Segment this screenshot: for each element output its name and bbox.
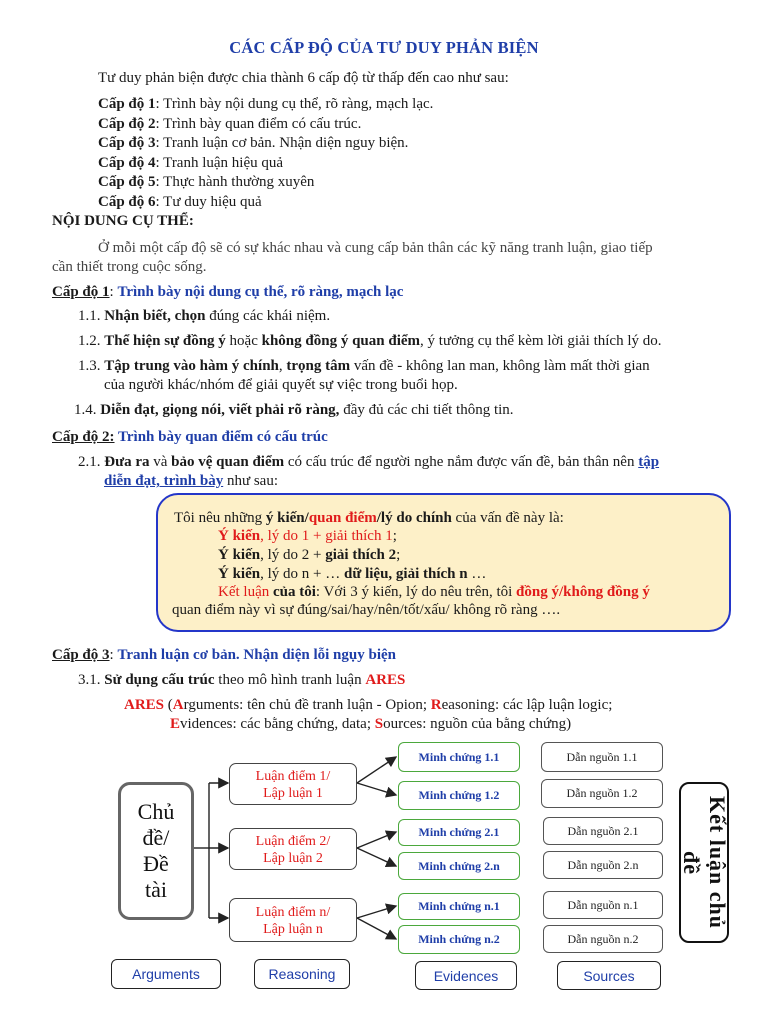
source-box: Dẫn nguồn n.1 [543,891,663,919]
source-box: Dẫn nguồn 1.2 [541,779,663,808]
source-box: Dẫn nguồn 2.1 [543,817,663,845]
section-paragraph-cont: cần thiết trong cuộc sống. [52,259,207,275]
level-item: Cấp độ 5: Thực hành thường xuyên [98,174,315,190]
conclusion-box: Kết luận chủ đề [679,782,729,943]
evidence-box: Minh chứng n.2 [398,925,520,954]
level3-item: 3.1. Sử dụng cấu trúc theo mô hình tranh luận ARES [78,672,406,688]
level1-item-cont: của người khác/nhóm để giải quyết sự việc trong buổi họp. [104,377,458,393]
level3-heading: Cấp độ 3: Tranh luận cơ bản. Nhận diện lỗi ngụy biện [52,647,396,663]
level-item: Cấp độ 1: Trình bày nội dung cụ thể, rõ ràng, mạch lạc. [98,96,434,112]
level1-heading: Cấp độ 1: Trình bày nội dung cụ thể, rõ ràng, mạch lạc [52,284,404,300]
evidence-box: Minh chứng 1.2 [398,781,520,810]
callout-line: Ý kiến, lý do n + … dữ liệu, giải thích n … [218,566,487,582]
argument-box: Luận điểm n/ Lập luận n [229,898,357,942]
level2-item-cont: diễn đạt, trình bày như sau: [104,473,278,489]
level1-item: 1.4. Diễn đạt, giọng nói, viết phải rõ ràng, đầy đủ các chi tiết thông tin. [74,402,514,418]
evidence-box: Minh chứng 1.1 [398,742,520,772]
section-paragraph: Ở mỗi một cấp độ sẽ có sự khác nhau và cung cấp bản thân các kỹ năng tranh luận, giao tiếp [98,240,653,256]
level1-item: 1.3. Tập trung vào hàm ý chính, trọng tâm vấn đề - không lan man, không làm mất thời gian [78,358,650,374]
level1-item: 1.1. Nhận biết, chọn đúng các khái niệm. [78,308,331,324]
callout-line: Kết luận của tôi: Với 3 ý kiến, lý do nêu trên, tôi đồng ý/không đồng ý [218,584,650,600]
section-heading: NỘI DUNG CỤ THỂ: [52,213,194,229]
level-item: Cấp độ 6: Tư duy hiệu quả [98,194,262,210]
page-title: CÁC CẤP ĐỘ CỦA TƯ DUY PHẢN BIỆN [229,38,539,57]
callout-line: Tôi nêu những ý kiến/quan điểm/lý do chính của vấn đề này là: [174,510,564,526]
argument-box: Luận điểm 2/ Lập luận 2 [229,828,357,870]
label-arguments: Arguments [111,959,221,989]
evidence-box: Minh chứng 2.1 [398,819,520,846]
label-evidences: Evidences [415,961,517,990]
source-box: Dẫn nguồn 2.n [543,851,663,879]
ares-definition-cont: Evidences: các bằng chứng, data; Sources: nguồn của bằng chứng) [170,716,572,732]
highlight-link: diễn đạt, trình bày [104,473,224,489]
intro-text: Tư duy phản biện được chia thành 6 cấp độ từ thấp đến cao như sau: [98,70,509,86]
label-reasoning: Reasoning [254,959,350,989]
level-item: Cấp độ 2: Trình bày quan điểm có cấu trúc. [98,116,362,132]
callout-line: quan điểm này vì sự đúng/sai/hay/nên/tốt/xấu/ không rõ ràng …. [172,602,561,618]
evidence-box: Minh chứng n.1 [398,893,520,920]
label-sources: Sources [557,961,661,990]
level2-heading: Cấp độ 2: Trình bày quan điểm có cấu trúc [52,429,328,445]
evidence-box: Minh chứng 2.n [398,852,520,880]
level2-item: 2.1. Đưa ra và bảo vệ quan điểm có cấu trúc để người nghe nắm được vấn đề, bản thân nên tập [78,454,660,470]
level-item: Cấp độ 3: Tranh luận cơ bản. Nhận diện nguy biện. [98,135,409,151]
callout-line: Ý kiến, lý do 2 + giải thích 2; [218,547,401,563]
callout-line: Ý kiến, lý do 1 + giải thích 1; [218,528,397,544]
argument-box: Luận điểm 1/ Lập luận 1 [229,763,357,805]
level-item: Cấp độ 4: Tranh luận hiệu quả [98,155,284,171]
ares-definition: ARES (Arguments: tên chủ đề tranh luận - Opion; Reasoning: các lập luận logic; [124,697,613,713]
source-box: Dẫn nguồn n.2 [543,925,663,953]
source-box: Dẫn nguồn 1.1 [541,742,663,772]
topic-box: Chủ đề/ Đề tài [118,782,194,920]
level1-item: 1.2. Thể hiện sự đồng ý hoặc không đồng ý quan điểm, ý tưởng cụ thể kèm lời giải thích lý do. [78,333,662,349]
highlight-link: tập [638,454,660,470]
